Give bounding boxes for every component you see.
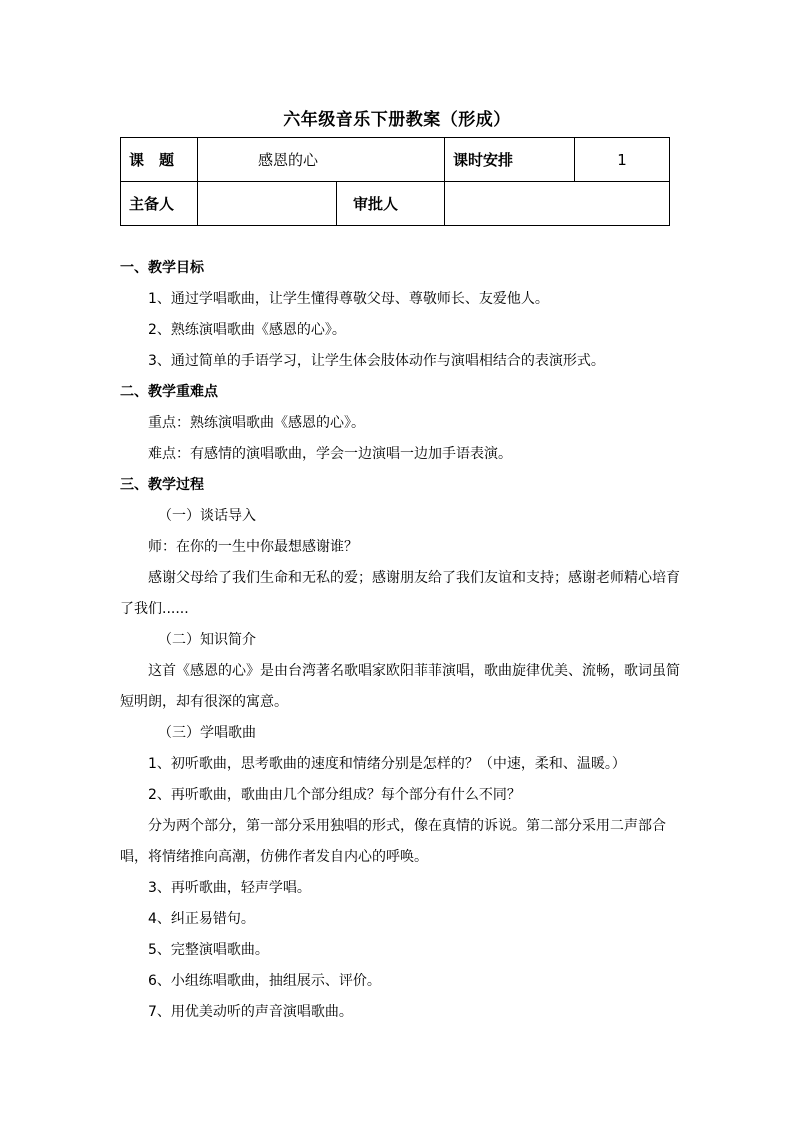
lesson-info-table bbox=[120, 137, 670, 226]
lesson-content bbox=[120, 253, 680, 1028]
step-item: 7、用优美动听的声音演唱歌曲。 bbox=[148, 1004, 353, 1020]
step-item: 3、再听歌曲，轻声学唱。 bbox=[148, 880, 311, 896]
goal-item: 2、熟练演唱歌曲《感恩的心》。 bbox=[148, 322, 346, 338]
step-item: 5、完整演唱歌曲。 bbox=[148, 942, 269, 958]
preparer-label: 主备人 bbox=[121, 182, 198, 226]
step-heading: （二）知识简介 bbox=[158, 632, 256, 648]
goals-heading: 一、教学目标 bbox=[120, 260, 204, 276]
keypoints-heading: 二、教学重难点 bbox=[120, 384, 218, 400]
topic-value: 感恩的心 bbox=[198, 138, 445, 182]
table-row bbox=[121, 182, 670, 226]
step-heading: （一）谈话导入 bbox=[158, 508, 256, 524]
thanks-paragraph: 感谢父母给了我们生命和无私的爱；感谢朋友给了我们友谊和支持；感谢老师精心培育了我们...... bbox=[120, 570, 680, 617]
step-item: 6、小组练唱歌曲，抽组展示、评价。 bbox=[148, 973, 381, 989]
hours-label: 课时安排 bbox=[445, 138, 575, 182]
step-item: 1、初听歌曲，思考歌曲的速度和情绪分别是怎样的？（中速，柔和、温暖。） bbox=[148, 756, 626, 772]
goal-item: 3、通过简单的手语学习，让学生体会肢体动作与演唱相结合的表演形式。 bbox=[148, 353, 605, 369]
difficulty-point: 难点：有感情的演唱歌曲，学会一边演唱一边加手语表演。 bbox=[148, 446, 512, 462]
teacher-question: 师：在你的一生中你最想感谢谁？ bbox=[148, 539, 358, 555]
approver-value bbox=[445, 182, 670, 226]
goal-item: 1、通过学唱歌曲，让学生懂得尊敬父母、尊敬师长、友爱他人。 bbox=[148, 291, 549, 307]
step-item: 4、纠正易错句。 bbox=[148, 911, 255, 927]
page-title: 六年级音乐下册教案（形成） bbox=[283, 110, 511, 130]
step-heading: （三）学唱歌曲 bbox=[158, 725, 256, 741]
table-row bbox=[121, 138, 670, 182]
process-heading: 三、教学过程 bbox=[120, 477, 204, 493]
preparer-value bbox=[198, 182, 337, 226]
step-answer: 分为两个部分，第一部分采用独唱的形式，像在真情的诉说。第二部分采用二声部合唱，将情绪推向高潮，仿佛作者发自内心的呼唤。 bbox=[120, 818, 666, 865]
approver-label: 审批人 bbox=[337, 182, 445, 226]
key-point: 重点：熟练演唱歌曲《感恩的心》。 bbox=[148, 415, 365, 431]
intro-paragraph: 这首《感恩的心》是由台湾著名歌唱家欧阳菲菲演唱，歌曲旋律优美、流畅，歌词虽简短明朗，却有很深的寓意。 bbox=[120, 663, 680, 710]
topic-label: 课 题 bbox=[121, 138, 198, 182]
hours-value: 1 bbox=[575, 138, 670, 182]
step-item: 2、再听歌曲，歌曲由几个部分组成？每个部分有什么不同？ bbox=[148, 787, 521, 803]
